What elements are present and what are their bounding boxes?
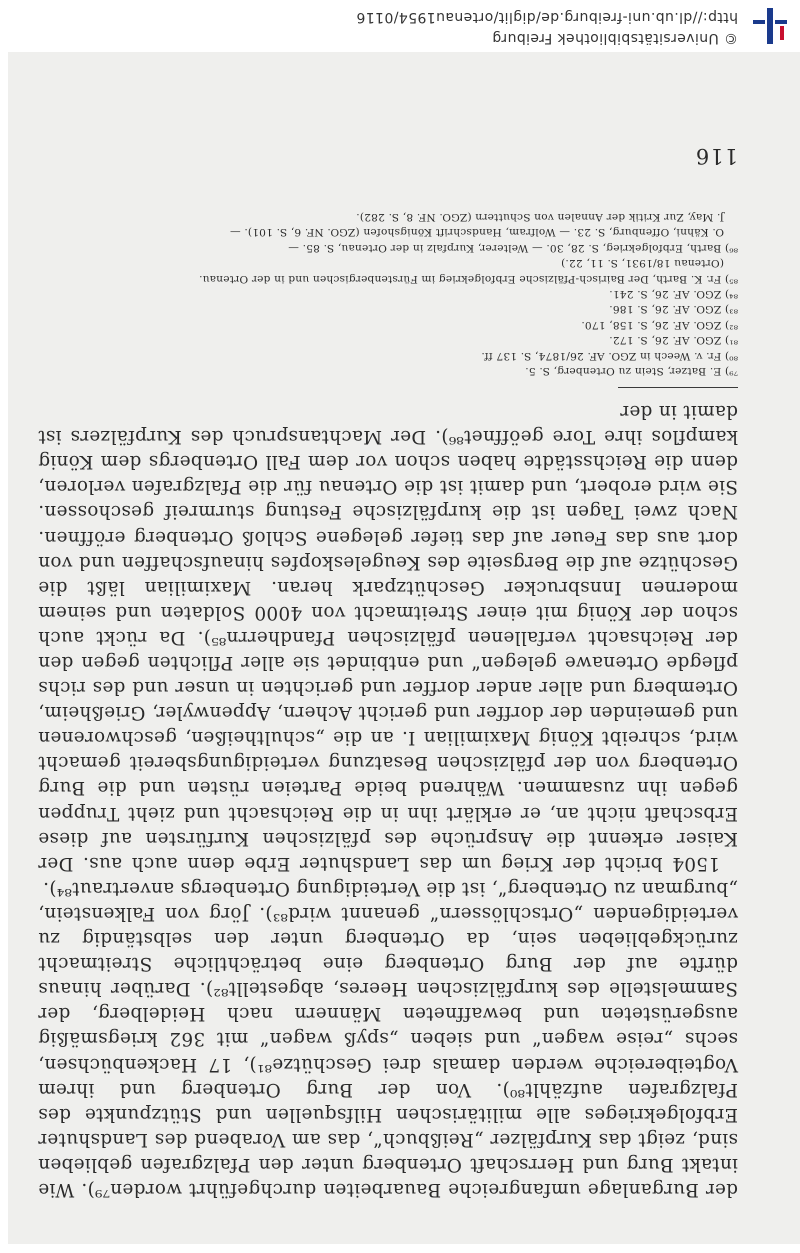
footnote-rule — [618, 387, 738, 388]
footnote: ⁸³) ZGO. AF. 26, S. 186. — [609, 303, 738, 316]
library-logo-icon — [750, 4, 790, 44]
footnote: ⁷⁹) E. Batzer, Stein zu Ortenberg, S. 5. — [525, 365, 738, 377]
paragraph: 1504 bricht der Krieg um das Landshuter Erbe denn auch aus. Der Kaiser erkennt die Ansprüche des pfälzischen Kurfürsten auf diese Erbschaft nicht an, er erklärt ihn in die Reichsacht und zieht Truppen gegen ihn zusammen. Während beide Parteien rüsten und die Burg Ortenberg von der pfälzischen Besatzung verteidigungsbereit gemacht wird, schreibt König Maximilian I. an die „schultheißen, geschworenen und gemeinden der dorffer und gericht Achern, Appenwyler, Grießheim, Ortemberg und aller ander dorffer und gerichten in unser und des richs pflegde Ortenawe gelegen“ und entbindet sie aller Pflichten gegen den der Reichsacht verfallenen pfälzischen Pfandherrn⁸⁵). Da rückt auch schon der König mit einer Streitmacht von 4000 Soldaten und seinem modernen Innsbrucker Geschützpark heran. Maximilian läßt die Geschütze auf die Bergseite des Keugeleskopfes hinaufschaffen und von dort aus das Feuer auf das tiefer gelegene Schloß Ortenberg eröffnen. Nach zwei Tagen ist die kurpfälzische Festung sturmreif geschossen. Sie wird erobert, und damit ist die Ortenau für die Pfalzgrafen verloren, denn die Reichsstädte haben schon vor dem Fall Ortenbergs dem König kampflos ihre Tore geöffnet⁸⁶). Der Machtanspruch des Kurpfälzers ist damit in der — [38, 401, 738, 874]
body-text — [38, 399, 738, 1202]
footnote: ⁸⁴) ZGO. AF. 26, S. 241. — [609, 287, 738, 300]
footnote: ⁸⁰) Fr. v. Weech in ZGO. AF. 26/1874, S. 137 ff. — [481, 349, 738, 362]
footnote: ⁸⁶) Barth, Erbfolgekrieg, S. 28, 30. — Welterer, Kurpfalz in der Ortenau, S. 85. — — [288, 241, 738, 254]
scanned-page — [8, 52, 800, 1244]
footnote-continuation: J. May, Zur Kritik der Annalen von Schuttern (ZGO. NF. 8, S. 282). — [356, 210, 724, 223]
footnote-continuation: O. Kähni, Offenburg, S. 23. — Wolfram, Handschrift Königshofen (ZGO. NF. 6, S. 101). — — [229, 226, 724, 239]
page-url-link[interactable]: http://dl.ub.uni-freiburg.de/diglit/ortenau1954/0116 — [356, 9, 738, 25]
footnotes — [38, 209, 738, 378]
header-banner — [8, 0, 748, 52]
footnote: ⁸²) ZGO. AF. 26, S. 158, 170. — [581, 318, 738, 331]
page-number: 116 — [694, 144, 738, 168]
footnote-continuation: (Ortenau 18/1931, S. 11, 22.) — [560, 257, 724, 270]
paragraph: der Burganlage umfangreiche Bauarbeiten durchgeführt worden⁷⁹). Wie intakt Burg und Herrschaft Ortenberg unter den Pfalzgrafen geblieben sind, zeigt das Kurpfälzer „Reißbuch“, das am Vorabend des Landshuter Erbfolgekrieges alle militärischen Hilfsquellen und Stützpunkte des Pfalzgrafen aufzählt⁸⁰). Von der Burg Ortenberg und ihrem Vogteibereiche werden damals drei Geschütze⁸¹), 17 Hackenbüchsen, sechs „reise wagen“ und sieben „spyß wagen“ mit 362 kriegsmäßig ausgerüsteten und bewaffneten Männern nach Heidelberg, der Sammelstelle des kurpfälzischen Heeres, abgestellt⁸²). Darüber hinaus dürfte auf der Burg Ortenberg eine beträchtliche Streitmacht zurückgeblieben sein, da Ortenberg unter den selbständig zu verteidigenden „Ortschlössern“ genannt wird⁸³). Jörg von Falkenstein, „burgman zu Ortenberg“, ist die Verteidigung Ortenbergs anvertraut⁸⁴). — [38, 877, 738, 1200]
copyright-text: © Universitätsbibliothek Freiburg — [491, 30, 738, 46]
footnote: ⁸⁵) Fr. K. Barth, Der Bairisch-Pfälzische Erbfolgekrieg im Fürstenbergischen und in der Ortenau. — [198, 272, 738, 285]
footnote: ⁸¹) ZGO. AF. 26, S. 172. — [609, 334, 738, 347]
